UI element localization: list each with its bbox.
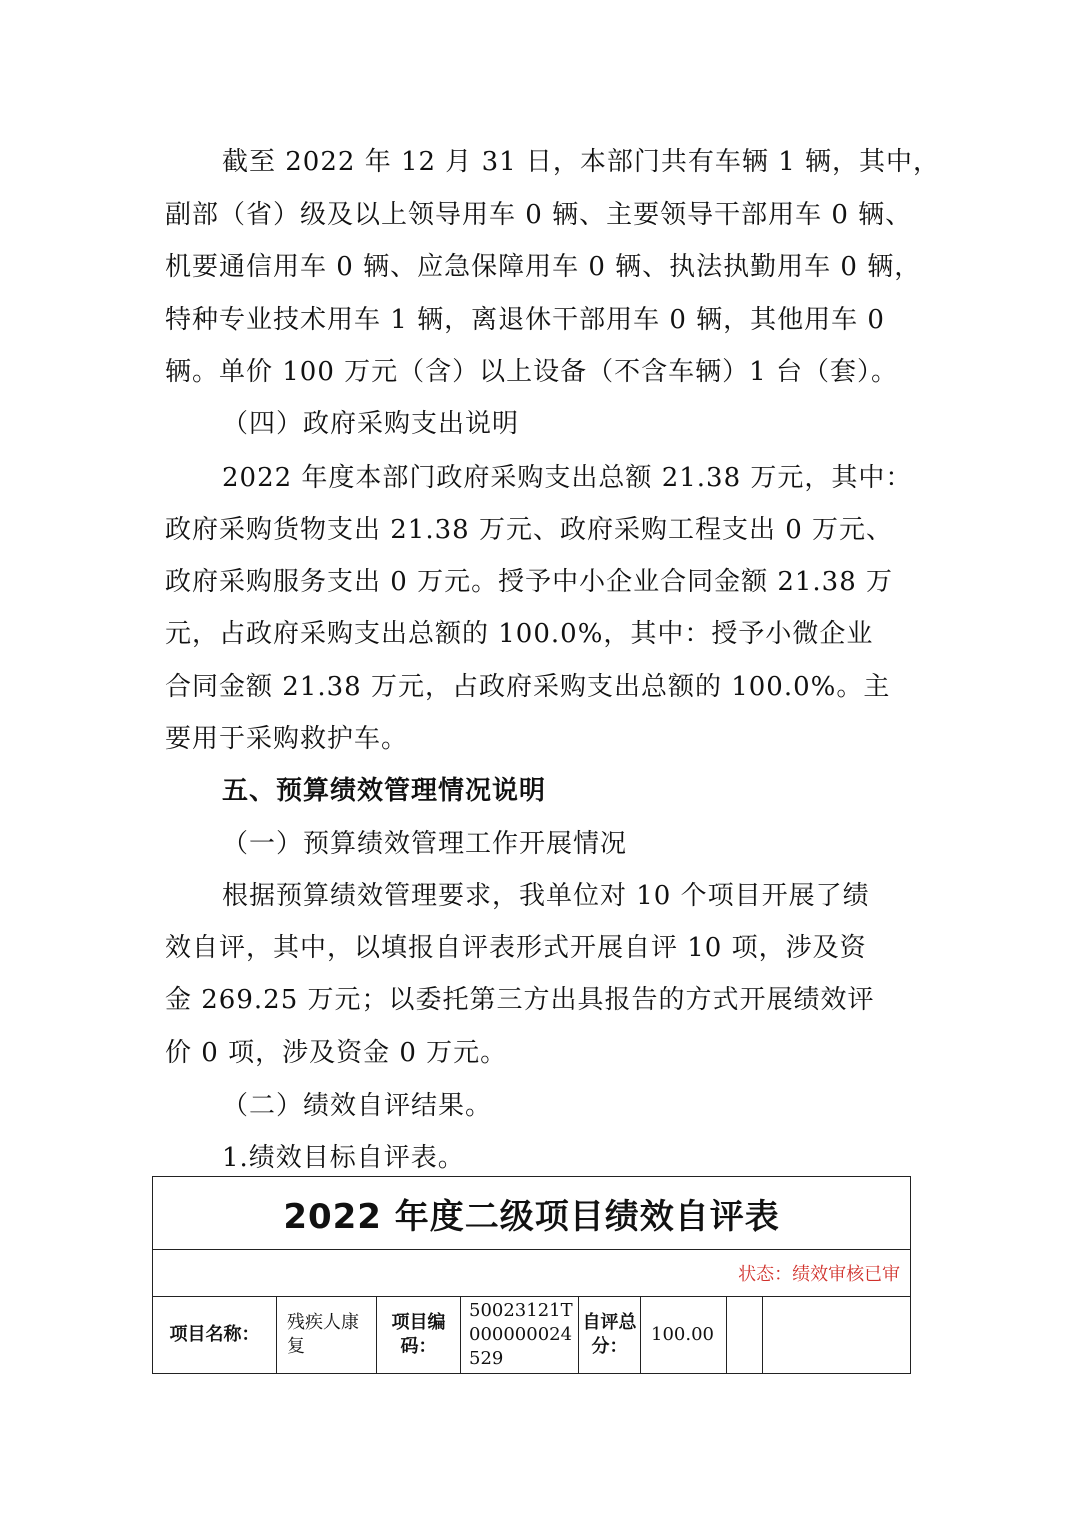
paragraph-line: 价 0 项，涉及资金 0 万元。 xyxy=(165,1038,508,1068)
paragraph-line: 副部（省）级及以上领导用车 0 辆、主要领导干部用车 0 辆、 xyxy=(165,200,913,230)
paragraph-line: 政府采购货物支出 21.38 万元、政府采购工程支出 0 万元、 xyxy=(165,515,894,545)
paragraph-line: 特种专业技术用车 1 辆，离退休干部用车 0 辆，其他用车 0 xyxy=(165,305,885,335)
section-heading: 1.绩效目标自评表。 xyxy=(222,1143,465,1173)
project-code-label: 项目编码： xyxy=(377,1297,461,1374)
score-value: 100.00 xyxy=(641,1297,727,1374)
table-title: 2022 年度二级项目绩效自评表 xyxy=(153,1177,911,1250)
paragraph-line: 根据预算绩效管理要求，我单位对 10 个项目开展了绩 xyxy=(222,881,870,911)
self-evaluation-table xyxy=(152,1176,911,1374)
paragraph-line: 元，占政府采购支出总额的 100.0%，其中：授予小微企业 xyxy=(165,619,874,649)
paragraph-line: 合同金额 21.38 万元，占政府采购支出总额的 100.0%。主 xyxy=(165,672,891,702)
paragraph-line: 要用于采购救护车。 xyxy=(165,724,409,754)
project-code-value: 50023121T000000024529 xyxy=(461,1297,579,1374)
paragraph-line: 2022 年度本部门政府采购支出总额 21.38 万元，其中： xyxy=(222,463,913,493)
empty-cell xyxy=(763,1297,911,1374)
paragraph-line: 机要通信用车 0 辆、应急保障用车 0 辆、执法执勤用车 0 辆， xyxy=(165,252,922,282)
paragraph-line: 截至 2022 年 12 月 31 日，本部门共有车辆 1 辆，其中， xyxy=(222,147,940,177)
score-label: 自评总分： xyxy=(579,1297,641,1374)
paragraph-line: 金 269.25 万元；以委托第三方出具报告的方式开展绩效评 xyxy=(165,985,875,1015)
paragraph-line: 效自评，其中，以填报自评表形式开展自评 10 项，涉及资 xyxy=(165,933,867,963)
section-heading: （一）预算绩效管理工作开展情况 xyxy=(222,829,628,859)
section-heading: （二）绩效自评结果。 xyxy=(222,1091,493,1121)
section-heading: （四）政府采购支出说明 xyxy=(222,409,520,439)
project-name-label: 项目名称： xyxy=(153,1297,277,1374)
paragraph-line: 辆。单价 100 万元（含）以上设备（不含车辆）1 台（套）。 xyxy=(165,357,898,387)
paragraph-line: 政府采购服务支出 0 万元。授予中小企业合同金额 21.38 万 xyxy=(165,567,894,597)
section-heading: 五、预算绩效管理情况说明 xyxy=(222,776,547,806)
empty-cell xyxy=(727,1297,763,1374)
status-badge: 状态：绩效审核已审 xyxy=(153,1250,911,1297)
project-name-value: 残疾人康复 xyxy=(277,1297,377,1374)
